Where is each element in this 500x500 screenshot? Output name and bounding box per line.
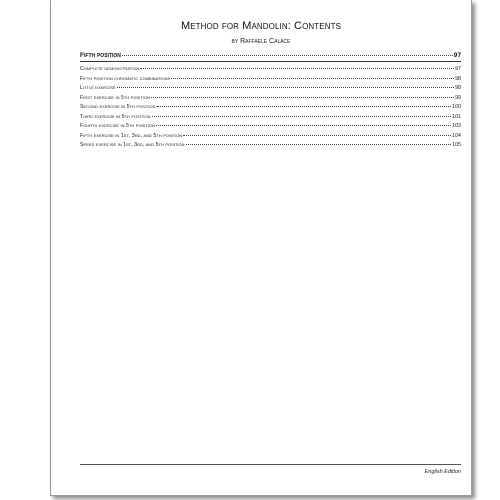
toc-entry-page: 105	[452, 142, 461, 148]
toc-entry[interactable]	[80, 76, 461, 82]
footer-edition: English Edition	[424, 469, 461, 475]
toc-leader-dots	[156, 125, 451, 126]
toc-leader-dots	[117, 87, 455, 88]
toc-section-label: Fifth position	[80, 52, 121, 59]
toc-entry-page: 99	[455, 94, 461, 101]
toc-entry-page: 98	[455, 85, 461, 91]
toc-entry-page: 100	[452, 104, 461, 110]
toc-entry-label: Little exercise	[80, 85, 116, 91]
toc-leader-dots	[122, 55, 453, 56]
toc-leader-dots	[171, 78, 454, 79]
toc-entry-page: 104	[452, 132, 461, 139]
toc-leader-dots	[140, 68, 454, 69]
toc-leader-dots	[157, 106, 452, 107]
toc-entry-label: Fifth exercise in 1st, 3rd, and 5th position	[80, 132, 183, 139]
toc-entry-page: 101	[452, 113, 461, 120]
toc-entry[interactable]	[80, 133, 461, 139]
toc-entry-label: Third exercise in 5th position	[80, 113, 151, 120]
toc-leader-dots	[151, 97, 454, 98]
toc-leader-dots	[186, 144, 452, 145]
toc-entry[interactable]	[80, 123, 461, 129]
toc-leader-dots	[183, 135, 451, 136]
toc-entry-page: 98	[455, 75, 461, 82]
toc-section-page: 97	[453, 52, 461, 59]
toc-entry-page: 103	[452, 123, 461, 129]
toc-entry-label: Fifth position chromatic combinations	[80, 75, 171, 82]
toc-entry[interactable]	[80, 142, 461, 148]
toc-entry[interactable]	[80, 95, 461, 101]
toc-entry[interactable]	[80, 114, 461, 120]
toc-leader-dots	[152, 116, 452, 117]
page-title: Method for Mandolin: Contents	[180, 20, 342, 32]
toc-entry-label: First exercise in 5th position	[80, 94, 150, 101]
toc-entry-label: Speed exercise in 1st, 3rd, and 5th position	[80, 142, 185, 148]
toc-entry[interactable]	[80, 104, 461, 110]
toc-entry-label: Complete demonstration	[80, 66, 140, 72]
document-page	[50, 0, 472, 496]
page-subtitle: by Raffaele Calace	[231, 38, 291, 45]
toc-entry[interactable]	[80, 66, 461, 72]
toc-entry-label: Fourth exercise in 5th position	[80, 123, 155, 129]
footer-divider	[80, 464, 461, 465]
toc-entry-label: Second exercise in 5th position	[80, 104, 156, 110]
section-divider	[80, 61, 461, 62]
toc-entry-page: 97	[455, 66, 461, 72]
toc-section-fifth-position[interactable]	[80, 52, 461, 59]
toc-entry[interactable]	[80, 85, 461, 91]
